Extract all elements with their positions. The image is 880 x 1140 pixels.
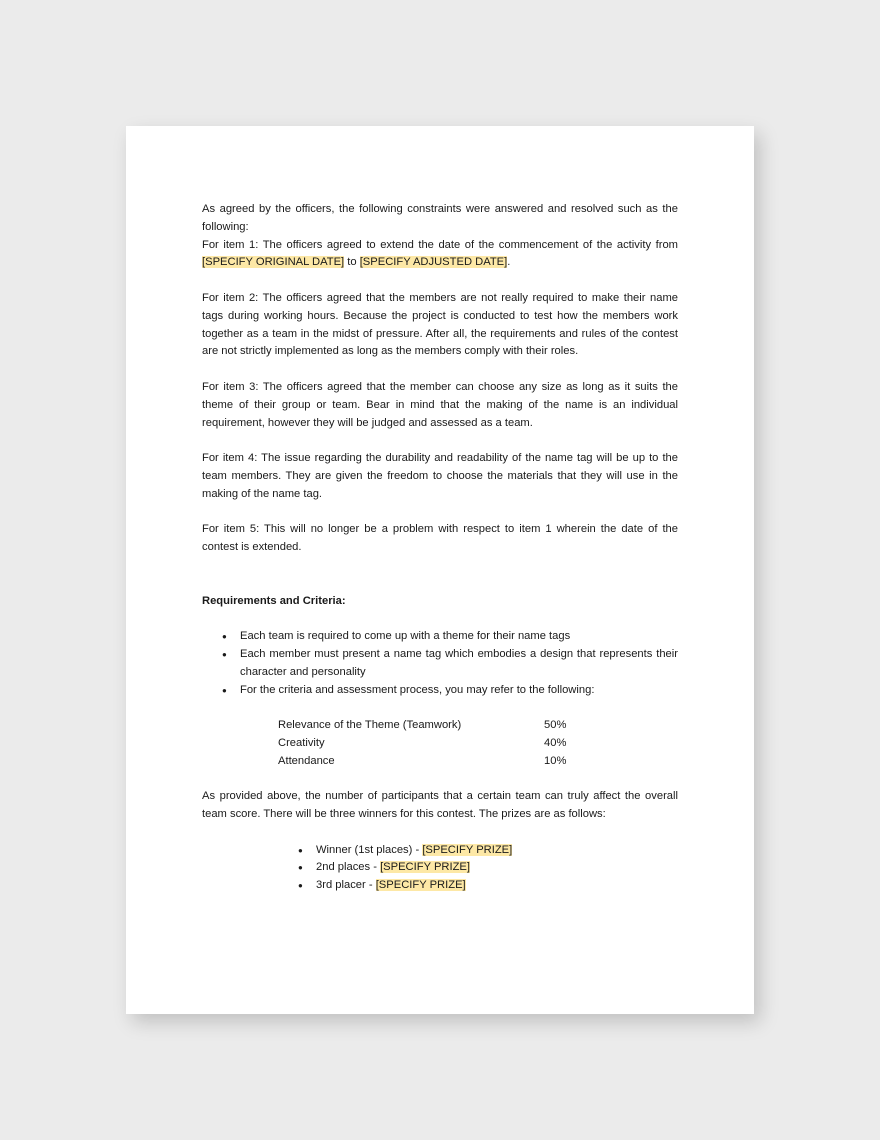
item3-paragraph: For item 3: The officers agreed that the member can choose any size as long as it suits the theme of their group or team. Bear in mind that the making of the name is an individual requirement, however they will be judged and assessed as a team.	[202, 380, 678, 429]
item1-mid: to	[344, 256, 360, 269]
prize-placeholder: [SPECIFY PRIZE]	[380, 861, 470, 874]
document-page	[126, 126, 754, 1014]
criteria-weight: 40%	[544, 736, 567, 749]
participants-paragraph: As provided above, the number of participants that a certain team can truly affect the overall team score. There will be three winners for this contest. The prizes are as follows:	[202, 790, 678, 821]
original-date-placeholder: [SPECIFY ORIGINAL DATE]	[202, 256, 345, 269]
table-row	[278, 753, 678, 771]
prize-placeholder: [SPECIFY PRIZE]	[422, 843, 513, 856]
requirements-heading: Requirements and Criteria:	[202, 594, 346, 607]
prizes-list	[316, 842, 678, 895]
prize-label: 3rd placer -	[316, 879, 376, 892]
criteria-name: Relevance of the Theme (Teamwork)	[278, 719, 462, 732]
item4-paragraph: For item 4: The issue regarding the durability and readability of the name tag will be up to the team members. They are given the freedom to choose the materials that they will use in the making of the name tag.	[202, 452, 678, 500]
item1-suffix: .	[507, 256, 511, 269]
table-row	[278, 717, 678, 735]
list-item: ● Each team is required to come up with a theme for their name tags	[202, 628, 678, 646]
list-item	[316, 842, 678, 860]
list-item	[316, 877, 678, 895]
criteria-name: Creativity	[278, 736, 325, 749]
criteria-weight: 50%	[544, 719, 567, 732]
list-item: ● For the criteria and assessment process, you may refer to the following:	[202, 682, 678, 700]
adjusted-date-placeholder: [SPECIFY ADJUSTED DATE]	[359, 256, 508, 269]
prize-label: 2nd places -	[316, 861, 381, 874]
criteria-name: Attendance	[278, 754, 335, 767]
item1-prefix: For item 1: The officers agreed to extend the date of the commencement of the activity from	[202, 238, 678, 251]
item1-paragraph	[202, 237, 678, 273]
prize-placeholder: [SPECIFY PRIZE]	[375, 879, 466, 892]
criteria-table	[278, 717, 678, 770]
requirements-list	[202, 628, 678, 699]
item5-paragraph: For item 5: This will no longer be a problem with respect to item 1 wherein the date of the contest is extended.	[202, 523, 678, 554]
table-row	[278, 735, 678, 753]
prize-label: Winner (1st places) -	[316, 843, 423, 856]
document-body	[202, 201, 678, 895]
list-item	[316, 859, 678, 877]
criteria-weight: 10%	[544, 754, 567, 767]
intro-paragraph: As agreed by the officers, the following constraints were answered and resolved such as the following:	[202, 203, 678, 233]
item2-paragraph: For item 2: The officers agreed that the members are not really required to make their name tags during working hours. Because the project is conducted to test how the members work together as a team in the midst of pressure. After all, the requirements and rules of the contest are not strictly implemented as long as the members comply with their roles.	[202, 291, 678, 358]
list-item: ● Each member must present a name tag which embodies a design that represents their character and personality	[202, 646, 678, 682]
